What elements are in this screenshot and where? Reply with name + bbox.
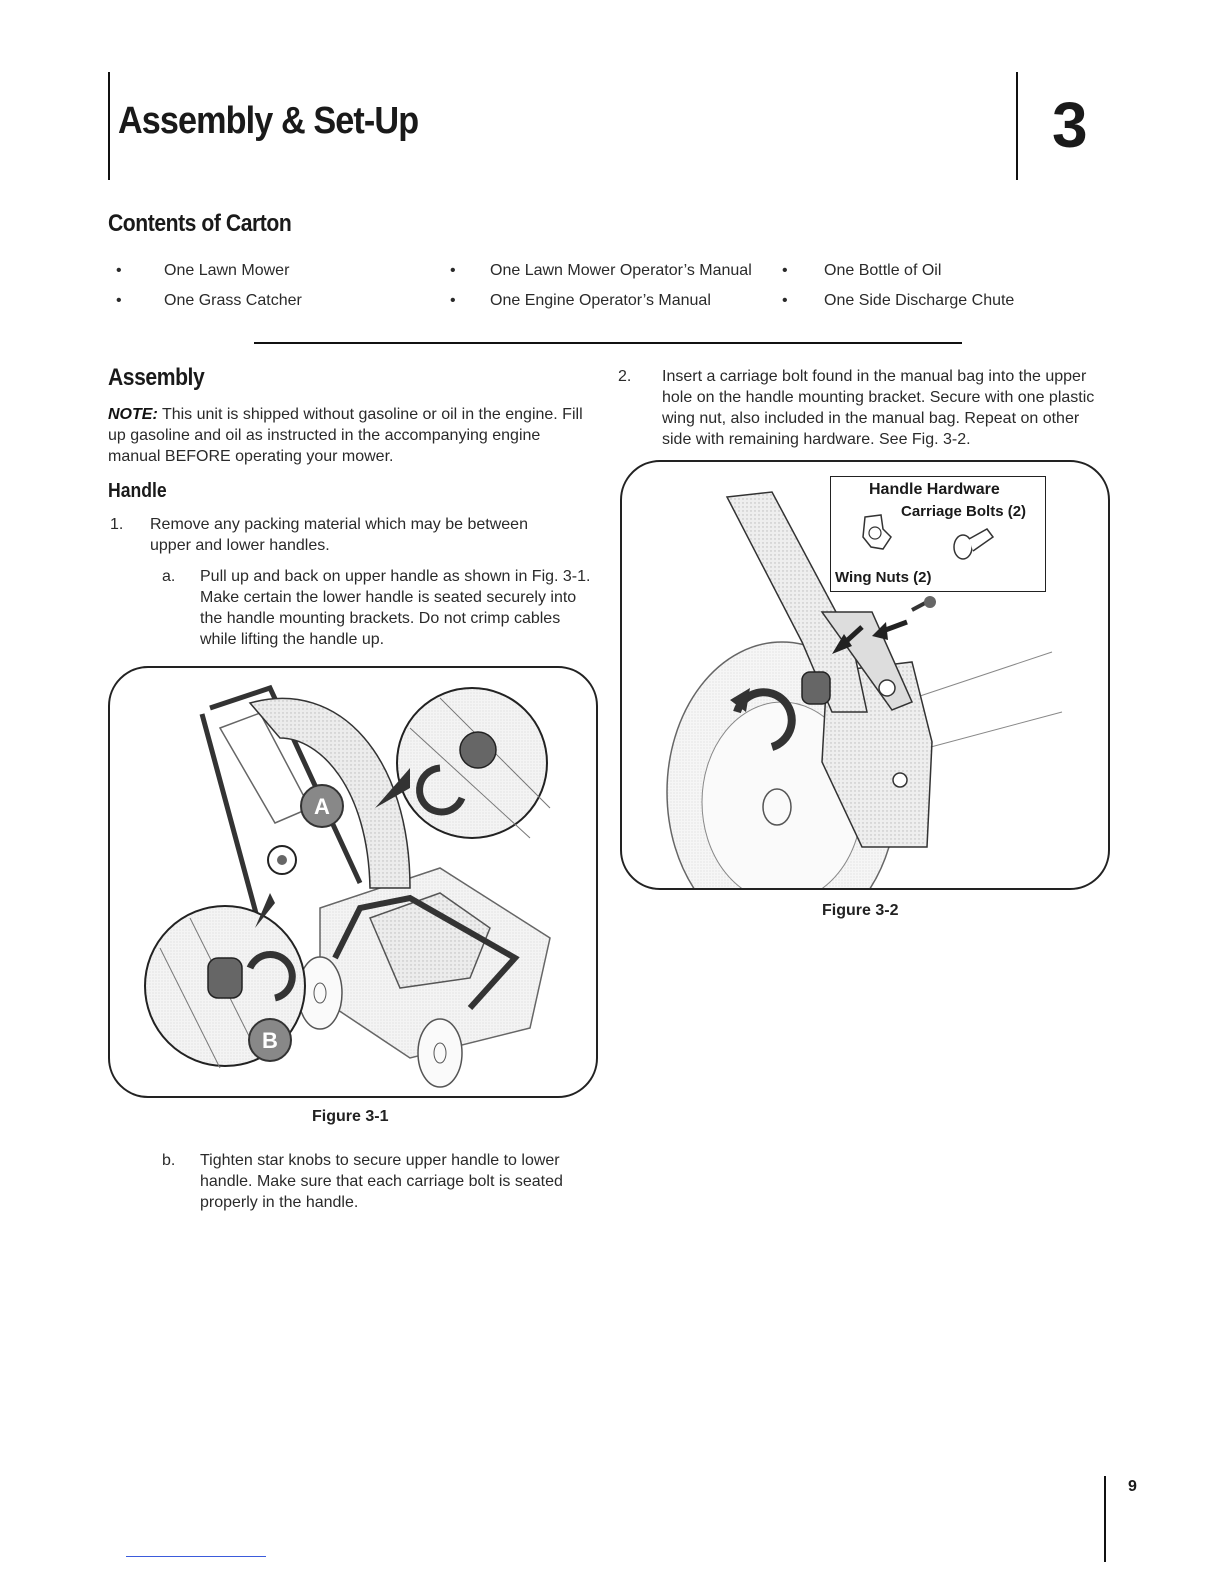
bullet: •	[450, 292, 456, 309]
figure-3-2	[620, 460, 1110, 890]
carriage-bolt-icon	[949, 525, 999, 565]
bullet: •	[782, 262, 788, 279]
header-right-bar	[1016, 72, 1018, 180]
carton-item-text: One Lawn Mower Operator’s Manual	[490, 262, 752, 279]
figure-3-1	[108, 666, 598, 1098]
figure-label-a: A	[314, 794, 330, 819]
carton-item-text: One Engine Operator’s Manual	[490, 292, 711, 309]
note-text: This unit is shipped without gasoline or oil in the engine. Fill up gasoline and oil as instructed in the accompanying engine manual BEFORE operating your mower.	[108, 406, 583, 465]
footer-bar	[1104, 1476, 1106, 1562]
carton-item-text: One Grass Catcher	[164, 292, 302, 309]
step-1-number: 1.	[110, 516, 124, 533]
bullet: •	[450, 262, 456, 279]
step-1a-letter: a.	[162, 568, 176, 585]
figure-3-1-caption: Figure 3-1	[312, 1108, 389, 1125]
assembly-heading: Assembly	[108, 364, 205, 391]
section-divider	[254, 342, 962, 344]
step-1a-text: Pull up and back on upper handle as shown in Fig. 3-1. Make certain the lower handle is seated securely into the handle mounting brackets. Do not crimp cables while lifting the handle up.	[200, 568, 591, 648]
step-2-number: 2.	[618, 368, 632, 385]
carton-item-text: One Lawn Mower	[164, 262, 290, 279]
step-1b-letter: b.	[162, 1152, 176, 1169]
step-2-text: Insert a carriage bolt found in the manual bag into the upper hole on the handle mounting bracket. Secure with one plastic wing nut, also included in the manual bag. Repeat on other side with remaining hardware. See Fig. 3-2.	[662, 368, 1095, 448]
carton-item-text: One Bottle of Oil	[824, 262, 942, 279]
bullet: •	[782, 292, 788, 309]
bullet: •	[116, 262, 122, 279]
hardware-title: Handle Hardware	[869, 481, 1000, 498]
handle-hardware-box	[830, 476, 1046, 592]
header-left-bar	[108, 72, 110, 180]
bottom-link-underline	[126, 1556, 266, 1557]
step-1b-text: Tighten star knobs to secure upper handle to lower handle. Make sure that each carriage bolt is seated properly in the handle.	[200, 1152, 563, 1211]
step-1-text: Remove any packing material which may be between upper and lower handles.	[150, 516, 528, 554]
chapter-title: Assembly & Set-Up	[118, 100, 419, 142]
note-label: NOTE:	[108, 406, 158, 423]
carriage-bolts-label: Carriage Bolts (2)	[901, 503, 1027, 520]
assembly-note	[108, 404, 596, 467]
figure-3-2-caption: Figure 3-2	[822, 902, 899, 919]
mower-illustration	[110, 668, 596, 1096]
page-number: 9	[1128, 1478, 1137, 1495]
wing-nuts-label: Wing Nuts (2)	[835, 569, 932, 586]
contents-heading: Contents of Carton	[108, 210, 292, 237]
carton-item-text: One Side Discharge Chute	[824, 292, 1015, 309]
wing-nut-icon	[847, 507, 907, 567]
chapter-number: 3	[1052, 89, 1088, 161]
bullet: •	[116, 292, 122, 309]
handle-heading: Handle	[108, 480, 167, 502]
figure-label-b: B	[262, 1028, 278, 1053]
